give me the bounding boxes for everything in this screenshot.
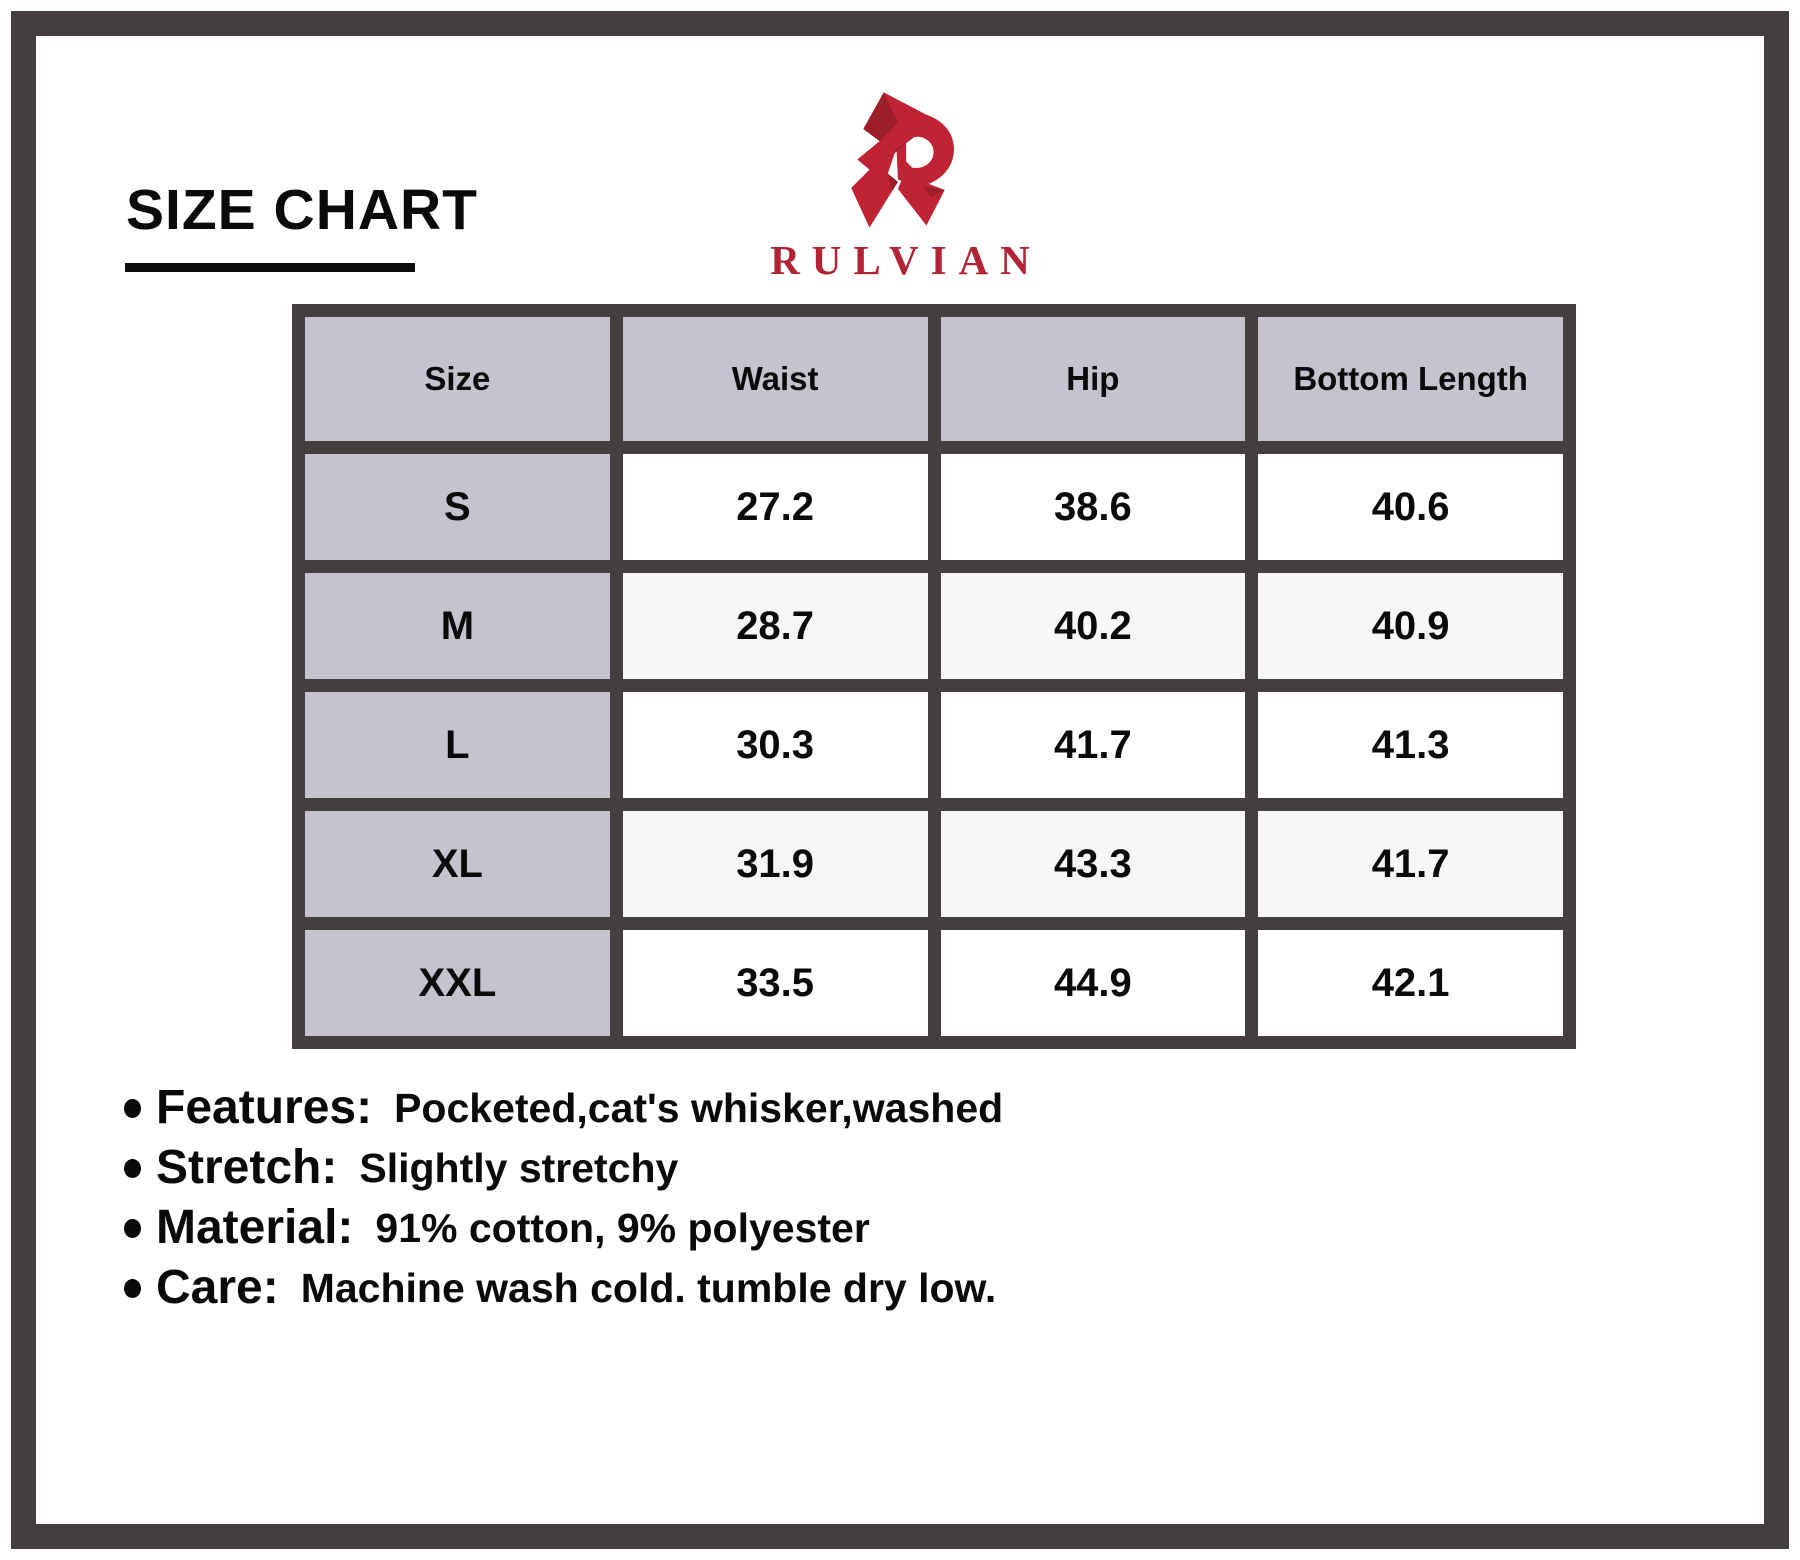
table-row-s: [299, 448, 1570, 567]
waist-cell: 33.5: [616, 924, 934, 1043]
detail-row-features: [124, 1081, 1684, 1134]
waist-cell: 27.2: [616, 448, 934, 567]
title-underline: [125, 263, 415, 272]
product-details-list: [124, 1081, 1684, 1324]
table-row-l: [299, 686, 1570, 805]
detail-label: Stretch:: [156, 1141, 338, 1194]
column-header-size: Size: [299, 311, 617, 448]
table-row-xxl: [299, 924, 1570, 1043]
column-header-bottom-length: Bottom Length: [1252, 311, 1570, 448]
bottom-length-cell: 40.6: [1252, 448, 1570, 567]
bullet-icon: [124, 1279, 141, 1298]
table-row-xl: [299, 805, 1570, 924]
hip-cell: 41.7: [934, 686, 1252, 805]
column-header-waist: Waist: [616, 311, 934, 448]
detail-value: Slightly stretchy: [359, 1144, 679, 1191]
detail-label: Features:: [156, 1081, 373, 1134]
bottom-length-cell: 42.1: [1252, 924, 1570, 1043]
hip-cell: 38.6: [934, 448, 1252, 567]
detail-row-stretch: [124, 1141, 1684, 1194]
waist-cell: 28.7: [616, 567, 934, 686]
bullet-icon: [124, 1219, 141, 1238]
bottom-length-cell: 40.9: [1252, 567, 1570, 686]
header-row: [299, 311, 1570, 448]
detail-label: Material:: [156, 1201, 354, 1254]
size-cell: S: [299, 448, 617, 567]
hip-cell: 44.9: [934, 924, 1252, 1043]
bottom-length-cell: 41.3: [1252, 686, 1570, 805]
brand-logo: [690, 92, 1110, 284]
size-chart-table: [292, 304, 1576, 1049]
detail-row-material: [124, 1201, 1684, 1254]
detail-value: 91% cotton, 9% polyester: [375, 1204, 870, 1251]
bottom-length-cell: 41.7: [1252, 805, 1570, 924]
waist-cell: 30.3: [616, 686, 934, 805]
brand-wordmark: RULVIAN: [770, 237, 1042, 283]
bullet-icon: [124, 1159, 141, 1178]
size-cell: XXL: [299, 924, 617, 1043]
waist-cell: 31.9: [616, 805, 934, 924]
detail-value: Pocketed,cat's whisker,washed: [394, 1084, 1004, 1131]
size-cell: L: [299, 686, 617, 805]
size-cell: M: [299, 567, 617, 686]
size-chart-table-wrap: [292, 304, 1576, 1049]
rulvian-r-monogram-icon: [839, 92, 961, 230]
detail-value: Machine wash cold. tumble dry low.: [300, 1264, 997, 1311]
table-row-m: [299, 567, 1570, 686]
detail-row-care: [124, 1261, 1684, 1314]
hip-cell: 43.3: [934, 805, 1252, 924]
bullet-icon: [124, 1099, 141, 1118]
size-cell: XL: [299, 805, 617, 924]
page-frame: [11, 11, 1789, 1549]
detail-label: Care:: [156, 1261, 279, 1314]
column-header-hip: Hip: [934, 311, 1252, 448]
hip-cell: 40.2: [934, 567, 1252, 686]
page-title: SIZE CHART: [126, 178, 478, 242]
